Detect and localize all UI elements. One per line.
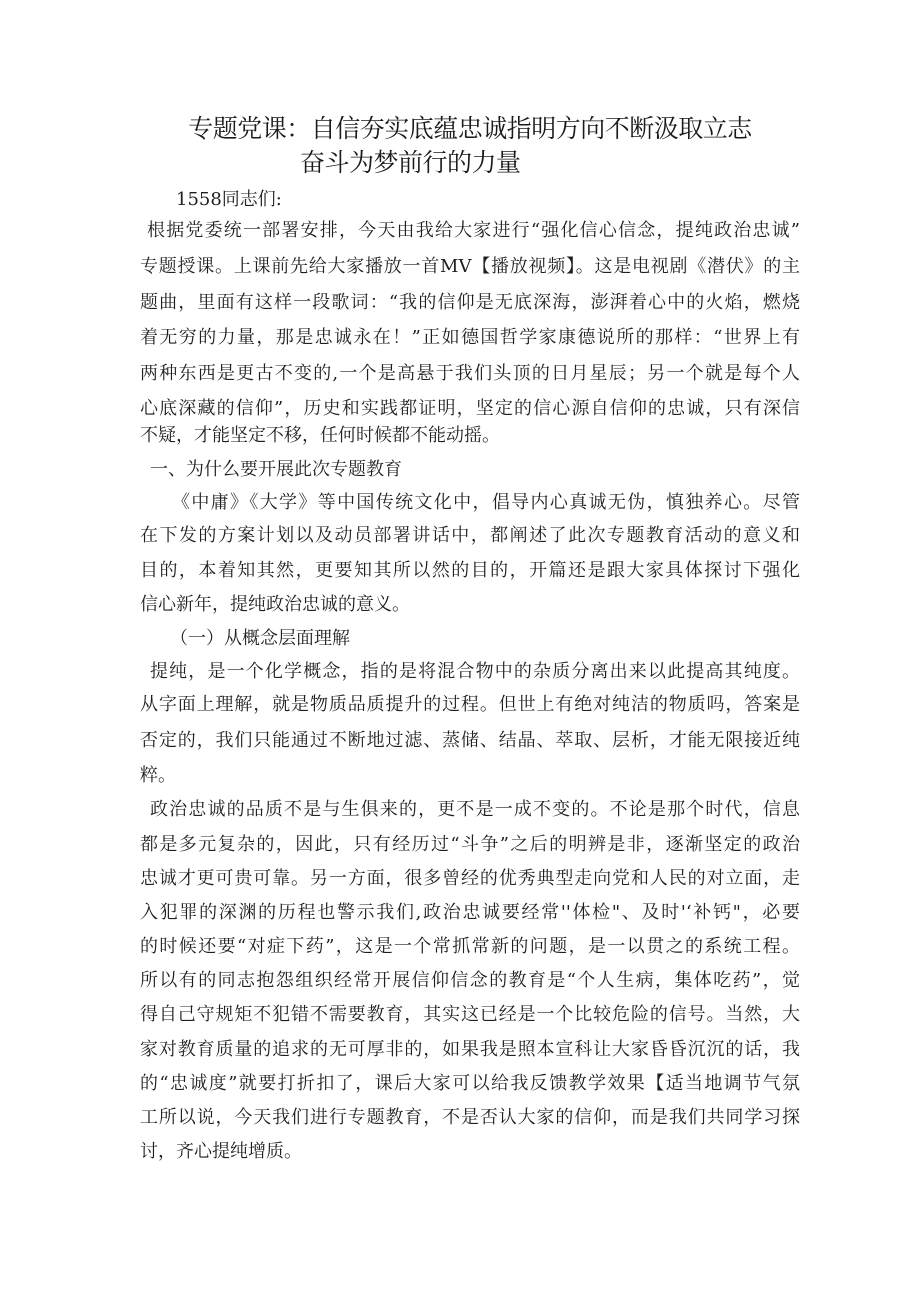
paragraph-line: 信心新年，提纯政治忠诚的意义。 — [140, 594, 410, 615]
paragraph-line: 家对教育质量的追求的无可厚非的，如果我是照本宣科让大家昏昏沉沉的话，我 — [140, 1039, 800, 1060]
paragraph-line: 政治忠诚的品质不是与生俱来的，更不是一成不变的。不论是那个时代，信息 — [150, 799, 800, 820]
paragraph-line: 所以有的同志抱怨组织经常开展信仰信念的教育是“个人生病，集体吃药”，觉 — [140, 970, 800, 991]
paragraph-line: 都是多元复杂的，因此，只有经历过“斗争”之后的明辨是非，逐渐坚定的政治 — [140, 834, 800, 855]
paragraph-line: 讨，齐心提纯增质。 — [140, 1141, 302, 1162]
paragraph-line: 根据党委统一部署安排，今天由我给大家进行“强化信心信念，提纯政治忠诚” — [147, 220, 800, 241]
paragraph-line: 从字面上理解，就是物质品质提升的过程。但世上有绝对纯洁的物质吗，答案是 — [140, 694, 800, 715]
paragraph-line: 得自己守规矩不犯错不需要教育，其实这已经是一个比较危险的信号。当然，大 — [140, 1004, 800, 1025]
paragraph-line: 的时候还要“对症下药”，这是一个常抓常新的问题，是一以贯之的系统工程。 — [140, 936, 800, 957]
paragraph-line: 目的，本着知其然，更要知其所以然的目的，开篇还是跟大家具体探讨下强化 — [140, 560, 800, 581]
paragraph-line: 的“忠诚度”就要打折扣了，课后大家可以给我反馈教学效果【适当地调节气氛 — [140, 1073, 800, 1094]
paragraph-line: 工所以说，今天我们进行专题教育，不是否认大家的信仰，而是我们共同学习探 — [140, 1107, 800, 1128]
paragraph-line: 题曲，里面有这样一段歌词：“我的信仰是无底深海，澎湃着心中的火焰，燃烧 — [140, 292, 800, 313]
paragraph-line: 专题授课。上课前先给大家播放一首MV【播放视频】。这是电视剧《潜伏》的主 — [140, 256, 800, 277]
paragraph-line: 两种东西是更古不变的,一个是高悬于我们头顶的日月星辰；另一个就是每个人 — [140, 363, 800, 384]
salutation: 1558同志们: — [176, 189, 282, 210]
section-heading: 一、为什么要开展此次专题教育 — [150, 459, 402, 480]
paragraph-line: 入犯罪的深渊的历程也警示我们,政治忠诚要经常''体检"、及时'‘补钙"，必要 — [140, 902, 800, 923]
paragraph-line: 心底深藏的信仰”，历史和实践都证明，坚定的信心源自信仰的忠诚，只有深信 — [140, 398, 800, 419]
paragraph-line: 着无穷的力量，那是忠诚永在！”正如德国哲学家康德说所的那样：“世界上有 — [140, 327, 800, 348]
title-line-2: 奋斗为梦前行的力量 — [300, 148, 521, 177]
paragraph-line: 提纯，是一个化学概念，指的是将混合物中的杂质分离出来以此提高其纯度。 — [150, 661, 800, 682]
subsection-heading: （一）从概念层面理解 — [170, 628, 350, 649]
paragraph-line: 否定的，我们只能通过不断地过滤、蒸储、结晶、萃取、层析，才能无限接近纯 — [140, 730, 800, 751]
paragraph-line: 《中庸》《大学》等中国传统文化中，倡导内心真诚无伪，慎独养心。尽管 — [172, 492, 800, 513]
paragraph-line: 在下发的方案计划以及动员部署讲话中，都阐述了此次专题教育活动的意义和 — [140, 525, 800, 546]
paragraph-line: 忠诚才更可贵可靠。另一方面，很多曾经的优秀典型走向党和人民的对立面，走 — [140, 868, 800, 889]
paragraph-line: 不疑，才能坚定不移，任何时候都不能动摇。 — [140, 425, 500, 446]
title-line-1: 专题党课：自信夯实底蕴忠诚指明方向不断汲取立志 — [188, 114, 752, 143]
paragraph-line: 粹。 — [140, 765, 176, 786]
